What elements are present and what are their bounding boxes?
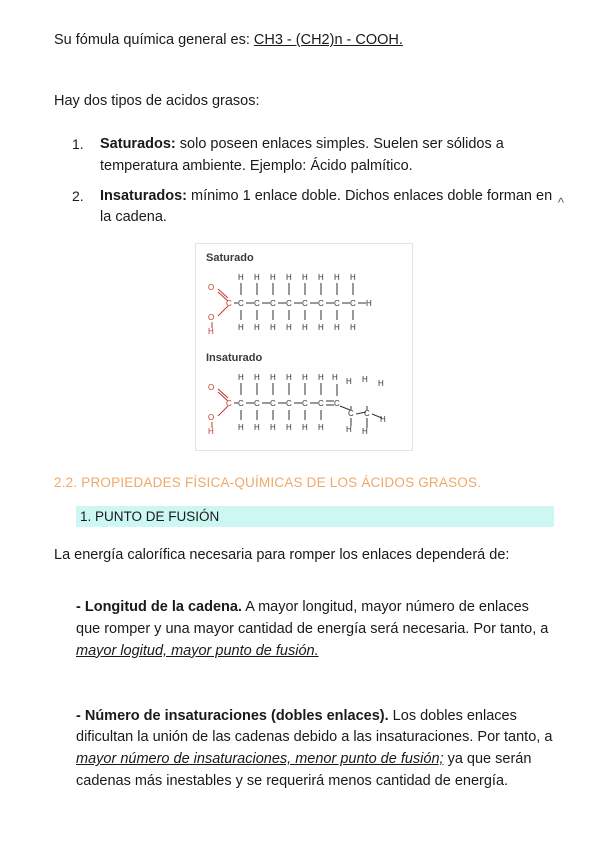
svg-text:H: H — [378, 379, 384, 389]
fatty-acid-structure-figure — [195, 243, 413, 451]
svg-text:C: C — [302, 299, 308, 309]
bullet-emphasis-1: mayor logitud, mayor punto de fusión. — [76, 642, 319, 659]
figure-gap — [206, 340, 402, 352]
svg-text:H: H — [332, 373, 338, 383]
svg-text:H: H — [362, 427, 368, 437]
svg-text:C: C — [270, 399, 276, 409]
bullet-lead-2: - Número de insaturaciones (dobles enlaces). — [76, 707, 389, 724]
figure-label-insaturado: Insaturado — [206, 352, 263, 365]
svg-text:H: H — [350, 273, 356, 283]
subsection-heading-wrapper — [76, 506, 554, 527]
svg-text:H: H — [302, 323, 308, 333]
svg-text:H: H — [302, 273, 308, 283]
figure-label-saturado: Saturado — [206, 252, 254, 265]
svg-text:C: C — [254, 399, 260, 409]
svg-text:H: H — [238, 323, 244, 333]
bullet-emphasis-2: mayor número de insaturaciones, menor punto de fusión; — [76, 751, 444, 768]
list-item-term: Insaturados: — [100, 187, 188, 204]
spacer — [54, 51, 554, 91]
bullet-body-2a: Los dobles enlaces dificultan la unión de las cadenas debido a las insaturaciones. Por tanto, a — [76, 707, 553, 746]
svg-text:H: H — [238, 273, 244, 283]
svg-text:H: H — [208, 327, 214, 337]
bullet-body-2b: ya que serán cadenas más inestables y se requerirá menos cantidad de energía. — [76, 751, 532, 789]
types-intro: Hay dos tipos de acidos grasos: — [54, 93, 260, 110]
svg-text:C: C — [348, 409, 354, 419]
saturated-chain-diagram — [206, 268, 402, 340]
svg-text:C: C — [334, 299, 340, 309]
svg-text:H: H — [270, 273, 276, 283]
svg-text:H: H — [318, 423, 324, 433]
list-item — [80, 134, 554, 178]
svg-text:H: H — [302, 373, 308, 383]
svg-text:H: H — [254, 273, 260, 283]
svg-text:H: H — [350, 323, 356, 333]
bullet-paragraph-2 — [76, 706, 554, 793]
formula-intro-text: Su fómula química general es: — [54, 32, 254, 48]
svg-text:H: H — [208, 427, 214, 437]
svg-text:H: H — [286, 373, 292, 383]
svg-text:C: C — [302, 399, 308, 409]
svg-text:H: H — [334, 323, 340, 333]
svg-text:C: C — [238, 299, 244, 309]
svg-text:H: H — [238, 373, 244, 383]
fatty-acid-types-list — [54, 134, 554, 229]
svg-text:H: H — [270, 423, 276, 433]
svg-text:H: H — [254, 323, 260, 333]
spacer — [54, 112, 554, 134]
svg-text:H: H — [254, 423, 260, 433]
svg-text:H: H — [286, 273, 292, 283]
svg-text:C: C — [286, 399, 292, 409]
scroll-up-indicator[interactable]: ^ — [557, 195, 564, 210]
svg-text:H: H — [302, 423, 308, 433]
spacer — [54, 451, 554, 475]
svg-text:C: C — [270, 299, 276, 309]
bullet-lead-1: - Longitud de la cadena. — [76, 599, 242, 616]
spacer — [54, 567, 554, 583]
svg-text:C: C — [226, 399, 232, 409]
formula-line — [54, 30, 554, 51]
intro-paragraph: La energía calorífica necesaria para romper los enlaces dependerá de: — [54, 547, 510, 564]
svg-text:C: C — [364, 409, 370, 419]
svg-text:H: H — [286, 423, 292, 433]
svg-text:O: O — [208, 413, 215, 423]
svg-text:C: C — [254, 299, 260, 309]
svg-text:H: H — [362, 375, 368, 385]
svg-text:H: H — [318, 373, 324, 383]
svg-text:H: H — [380, 415, 386, 425]
svg-text:C: C — [238, 399, 244, 409]
svg-text:H: H — [254, 373, 260, 383]
svg-text:C: C — [286, 299, 292, 309]
subsection-heading: 1. PUNTO DE FUSIÓN — [76, 506, 554, 527]
svg-text:O: O — [208, 313, 215, 323]
svg-text:H: H — [346, 377, 352, 387]
svg-text:C: C — [318, 399, 324, 409]
svg-text:C: C — [318, 299, 324, 309]
bullet-body-1a: A mayor longitud, mayor número de enlaces que romper y una mayor cantidad de energía será necesaria. Por tanto, a — [76, 599, 549, 638]
spacer — [54, 677, 554, 691]
svg-text:H: H — [286, 323, 292, 333]
list-item-term: Saturados: — [100, 136, 176, 153]
svg-text:C: C — [334, 399, 340, 409]
svg-text:H: H — [346, 425, 352, 435]
section-heading: 2.2. PROPIEDADES FÍSICA-QUÍMICAS DE LOS ÁCIDOS GRASOS. — [54, 475, 482, 491]
svg-text:H: H — [318, 323, 324, 333]
svg-text:C: C — [350, 299, 356, 309]
chemical-formula: CH3 - (CH2)n - COOH. — [253, 32, 403, 48]
svg-text:O: O — [208, 383, 215, 393]
svg-text:O: O — [208, 283, 215, 293]
bullet-paragraph-1 — [76, 597, 554, 662]
list-item-text: mínimo 1 enlace doble. Dichos enlaces doble forman en la cadena. — [100, 187, 553, 226]
svg-text:H: H — [366, 299, 372, 309]
unsaturated-chain-diagram — [206, 368, 402, 440]
svg-text:H: H — [238, 423, 244, 433]
svg-text:H: H — [334, 273, 340, 283]
spacer — [54, 527, 554, 545]
spacer — [54, 490, 554, 506]
list-item-text: solo poseen enlaces simples. Suelen ser sólidos a temperatura ambiente. Ejemplo: Ácido palmítico. — [100, 136, 504, 174]
svg-text:H: H — [318, 273, 324, 283]
list-item — [80, 186, 554, 230]
svg-text:C: C — [226, 299, 232, 309]
svg-text:H: H — [270, 373, 276, 383]
document-content — [54, 30, 554, 807]
svg-text:H: H — [270, 323, 276, 333]
